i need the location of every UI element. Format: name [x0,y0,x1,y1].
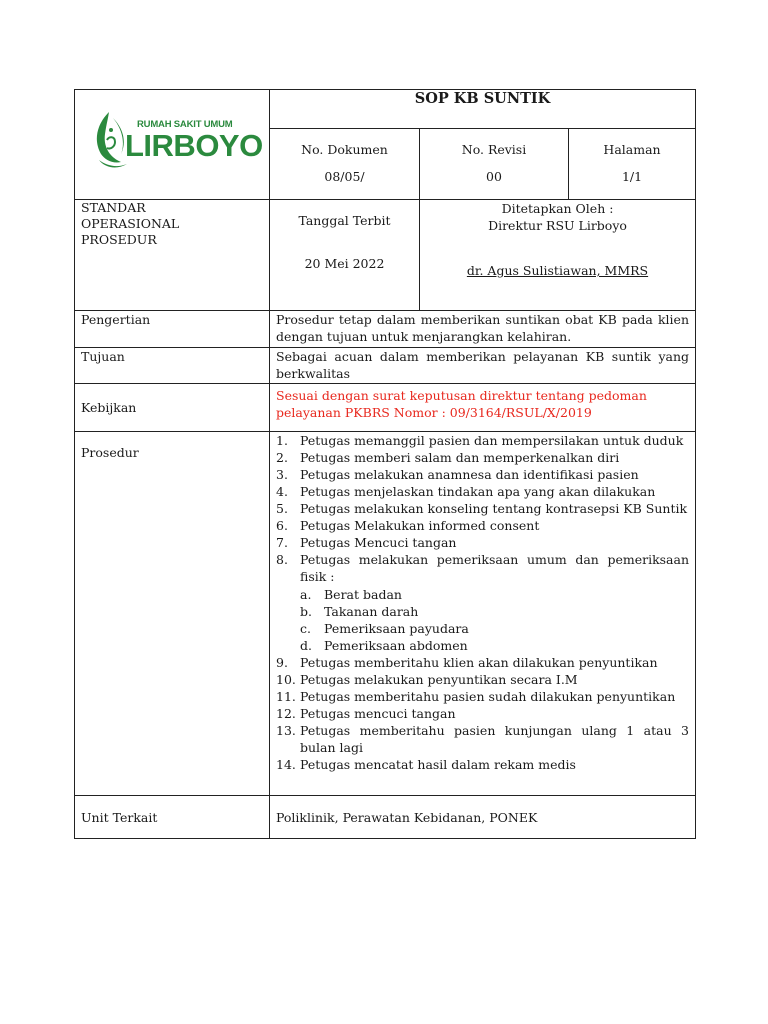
revision-label: No. Revisi [461,142,527,157]
approval-cell [420,200,696,311]
procedure-step: 10. Petugas melakukan penyuntikan secara I.M [276,672,578,687]
hospital-logo [91,108,263,172]
procedure-step: 4. Petugas menjelaskan tindakan apa yang akan dilakukan [276,484,656,499]
procedure-step: 3. Petugas melakukan anamnesa dan identifikasi pasien [276,467,639,482]
revision-value: 00 [486,169,502,184]
page-number-cell [569,129,696,200]
standard-label-line2: OPERASIONAL [81,216,180,231]
examination-sublist [300,586,689,654]
page-number-value: 1/1 [621,169,643,184]
procedure-step: 2. Petugas memberi salam dan memperkenalkan diri [276,450,620,465]
revision-cell [420,129,569,200]
related-units-label: Unit Terkait [75,796,270,839]
document-number-label: No. Dokumen [301,142,388,157]
document-number-cell [270,129,420,200]
policy-text: Sesuai dengan surat keputusan direktur tentang pedoman pelayanan PKBRS Nomor : 09/3164/RSUL/X/2019 [270,384,696,432]
signatory-name: dr. Agus Sulistiawan, MMRS [466,263,649,278]
purpose-label: Tujuan [75,348,270,384]
procedure-step: 7. Petugas Mencuci tangan [276,535,457,550]
logo-title: LIRBOYO [125,128,263,163]
examination-item: d. Pemeriksaan abdomen [300,638,468,653]
procedure-label: Prosedur [75,432,270,796]
issue-date-label: Tanggal Terbit [298,213,391,228]
examination-item: b. Takanan darah [300,604,419,619]
issue-date-value: 20 Mei 2022 [304,256,385,271]
procedure-step: 13. Petugas memberitahu pasien kunjungan ulang 1 atau 3 bulan lagi [276,723,690,755]
issue-date-cell [270,200,420,311]
examination-item: a. Berat badan [300,587,402,602]
sop-table [74,89,696,839]
document-number-value: 08/05/ [324,169,365,184]
purpose-text: Sebagai acuan dalam memberikan pelayanan KB suntik yang berkwalitas [270,348,696,384]
procedure-steps-list [276,432,689,773]
procedure-step: 14. Petugas mencatat hasil dalam rekam medis [276,757,576,772]
page-number-label: Halaman [603,142,661,157]
definition-label: Pengertian [75,311,270,348]
procedure-step: 9. Petugas memberitahu klien akan dilakukan penyuntikan [276,655,658,670]
procedure-step: 1. Petugas memanggil pasien dan mempersilakan untuk duduk [276,433,684,448]
page-title: SOP KB SUNTIK [270,90,696,129]
standard-label-line1: STANDAR [81,200,146,215]
logo-subtitle: RUMAH SAKIT UMUM [137,119,233,130]
standard-label-cell [75,200,270,311]
related-units-text: Poliklinik, Perawatan Kebidanan, PONEK [270,796,696,839]
procedure-step: 5. Petugas melakukan konseling tentang kontrasepsi KB Suntik [276,501,688,516]
definition-text: Prosedur tetap dalam memberikan suntikan obat KB pada klien dengan tujuan untuk menjarangkan kelahiran. [270,311,696,348]
approval-authority: Direktur RSU Lirboyo [488,218,627,233]
standard-label-line3: PROSEDUR [81,232,157,247]
procedure-step: 12. Petugas mencuci tangan [276,706,456,721]
examination-item: c. Pemeriksaan payudara [300,621,469,636]
logo-cell [75,90,270,200]
procedure-cell [270,432,696,796]
procedure-step: 6. Petugas Melakukan informed consent [276,518,540,533]
policy-label: Kebijkan [75,384,270,432]
procedure-step: 11. Petugas memberitahu pasien sudah dilakukan penyuntikan [276,689,676,704]
procedure-step: 8. Petugas melakukan pemeriksaan umum dan pemeriksaan fisik : a. Berat badan b. Takanan darah c. Pemeriksaan payudara d. Pemeriksaan abdomen [276,552,690,653]
approval-label: Ditetapkan Oleh : [501,201,614,216]
